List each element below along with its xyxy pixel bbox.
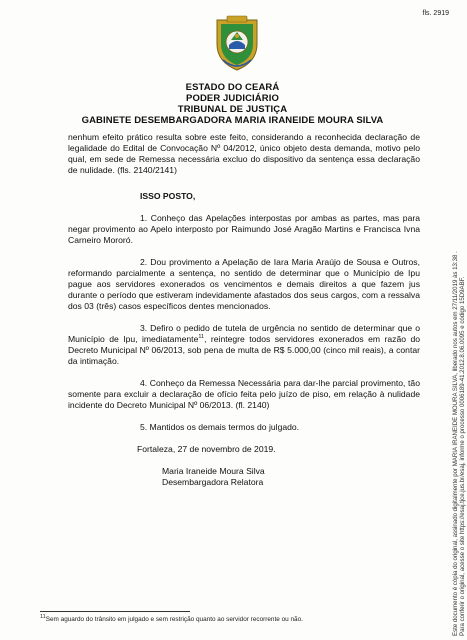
header-chamber: GABINETE DESEMBARGADORA MARIA IRANEIDE MOURA SILVA bbox=[81, 115, 384, 126]
footnote-text: Sem aguardo do trânsito em julgado e sem restrição quanto ao servidor recorrente ou não. bbox=[45, 616, 303, 623]
footnote-marker: 11 bbox=[40, 613, 46, 620]
signer-name: Maria Iraneide Moura Silva bbox=[162, 466, 265, 476]
header-court: TRIBUNAL DE JUSTIÇA bbox=[177, 104, 288, 115]
document-body bbox=[68, 132, 420, 488]
paragraph-3-part-b: , reintegre todos servidores exonerados em razão do Decreto Municipal Nº 06/2013, sob pena de multa de R$ 5.000,00 (cinco mil reais), a contar da intimação. bbox=[68, 334, 421, 366]
signer-role: Desembargadora Relatora bbox=[162, 477, 264, 487]
paragraph-3 bbox=[68, 323, 420, 367]
coat-of-arms-icon bbox=[213, 14, 261, 72]
section-heading: ISSO POSTO, bbox=[140, 191, 196, 201]
footnote bbox=[40, 613, 303, 623]
date-line: Fortaleza, 27 de novembro de 2019. bbox=[137, 444, 276, 454]
paragraph-2: 2. Dou provimento a Apelação de Iara Maria Araújo de Sousa e Outros, reformando parcialmente a sentença, no sentido de determinar que o Município de Ipu pague aos servidores exonerados os vencimentos e demais direitos a que fazem jus durante o período que estiveram indevidamente afastados dos seus cargos, com a ressalva dos 03 (três) casos específicos dentes mencionados. bbox=[68, 257, 420, 311]
paragraph-3-part-a: 3. Defiro o pedido de tutela de urgência no sentido de determinar que o Município de Ipu, imediatamente bbox=[68, 323, 420, 344]
paragraph-5: 5. Mantidos os demais termos do julgado. bbox=[140, 422, 300, 432]
signature-note-line-2[interactable]: Para conferir o original, acesse o site https://esaj.tjce.jus.br/esaj, informe o processo 0006189-41.2012.8.06.0095 e código 15D9ABF. bbox=[459, 276, 467, 636]
paragraph-1: 1. Conheço das Apelações interpostas por ambas as partes, mas para negar provimento ao Apelo interposto por Raimundo José Aragão Martins e Francisca Ivna Carneiro Mororó. bbox=[68, 213, 420, 245]
document-header bbox=[0, 82, 465, 126]
footnote-divider bbox=[40, 611, 190, 612]
intro-paragraph: nenhum efeito prático resulta sobre este feito, considerando a reconhecida declaração de legalidade do Edital de Convocação Nº 04/2012, único objeto desta demanda, motivo pelo qual, em sede de Remessa necessária excluo do dispositivo da sentença essa declaração de nulidade. (fls. 2140/2141) bbox=[68, 132, 420, 175]
footnote-ref[interactable]: 11 bbox=[198, 334, 205, 341]
header-state: ESTADO DO CEARÁ bbox=[185, 82, 280, 93]
digital-signature-note bbox=[452, 196, 467, 636]
signature-note-line-1: Este documento é cópia do original, assinado digitalmente por MARIA IRANEIDE MOURA SILVA, liberado nos autos em 27/11/2019 às 13:38 . bbox=[452, 251, 459, 636]
header-branch: PODER JUDICIÁRIO bbox=[186, 93, 279, 104]
folio-number: fls. 2919 bbox=[422, 10, 449, 17]
paragraph-4: 4. Conheço da Remessa Necessária para dar-lhe parcial provimento, tão somente para excluir a declaração de ofício feita pelo juízo de piso, em relação à nulidade incidente do Decreto Municipal Nº 06/2013. (fl. 2140) bbox=[68, 378, 420, 410]
